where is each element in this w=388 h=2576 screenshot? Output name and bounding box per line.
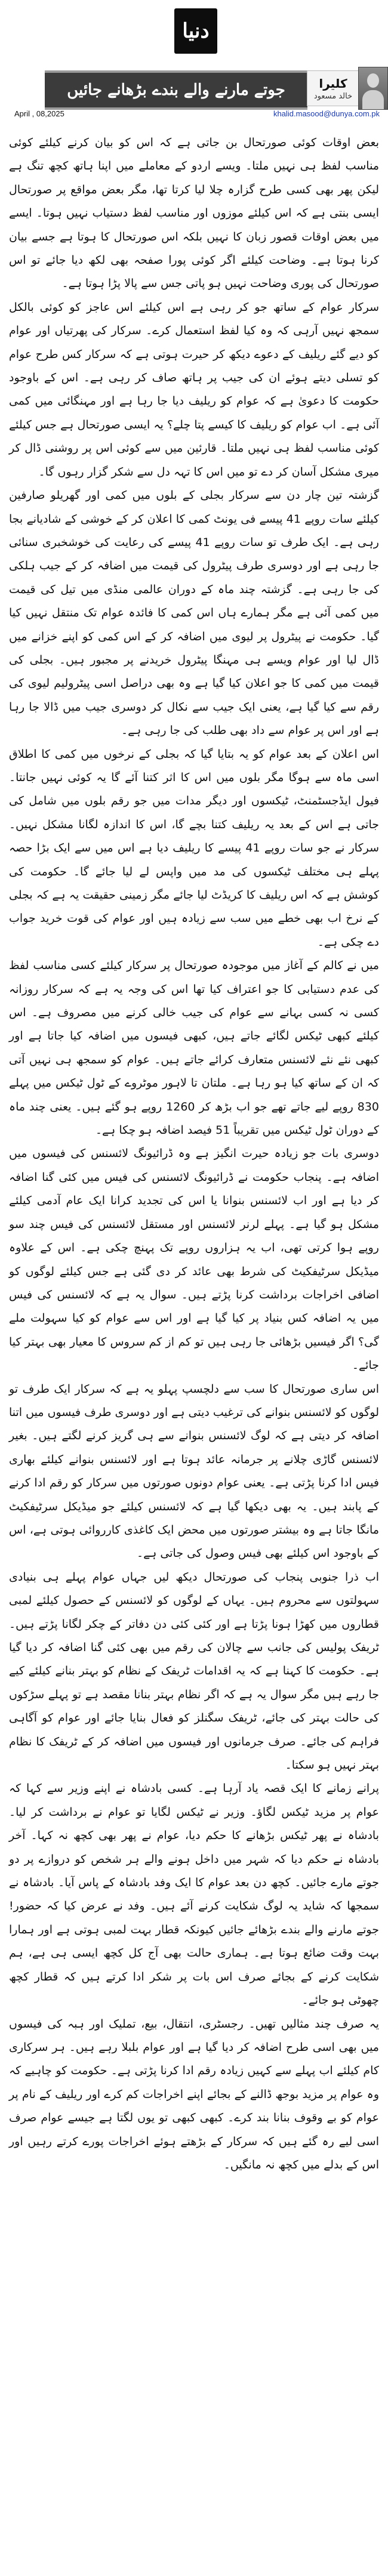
column-name: کلیرا [319,76,347,91]
column-badge [307,70,359,106]
logo-text: دنیا [182,19,210,43]
article-header [0,0,388,125]
author-name: خالد مسعود [313,91,353,101]
author-photo-body [362,90,384,110]
author-photo [358,67,388,110]
paragraph: اب ذرا جنوبی پنجاب کی صورتحال دیکھ لیں جہاں عوام پہلے ہی بنیادی سہولتوں سے محروم ہیں۔ یہاں کے لوگوں کو لائسنس کے حصول کیلئے لمبی قطاروں میں کھڑا ہونا پڑتا ہے اور کئی کئی دن دفاتر کے چکر لگانا پڑتے ہیں۔ ٹریفک پولیس کی جانب سے چالان کی رقم میں بھی کئی گنا اضافہ کر دیا گیا ہے۔ حکومت کا کہنا ہے کہ یہ اقدامات ٹریفک کے نظام کو بہتر بنانے کیلئے کیے جا رہے ہیں مگر سوال یہ ہے کہ اگر نظام بہتر بنانا مقصد ہے تو پہلے سڑکوں کی حالت بہتر کی جائے، ٹریفک سگنلز کو فعال بنایا جائے اور عوام کو آگاہی فراہم کی جائے۔ صرف جرمانوں اور فیسوں میں اضافہ کر کے ٹریفک کا نظام بہتر نہیں ہو سکتا۔ [9,1570,379,1772]
paragraph: سرکار عوام کے ساتھ جو کر رہی ہے اس کیلئے اس عاجز کو کوئی بالکل سمجھ نہیں آرہی کہ وہ کیا لفظ استعمال کرے۔ سرکار کی پھرتیاں اور عوام کو دیے گئے ریلیف کے دعوے دیکھ کر حیرت ہوتی ہے کہ سرکار کس طرح عوام کو تسلی دیتے ہوئے ان کی جیب پر ہاتھ صاف کر رہی ہے۔ اس کے باوجود حکومت کا دعویٰ ہے کہ عوام کو ریلیف دیا جا رہا ہے اور مہنگائی میں کمی آئی ہے۔ اب عوام کو ریلیف کا کیسے پتا چلے؟ یہ ایسی صورتحال ہے جس کیلئے کوئی مناسب لفظ ہی نہیں ملتا۔ قارئین میں سے کوئی اس پر روشنی ڈال کر میری مشکل آسان کر دے تو میں اس کا تہہ دل سے شکر گزار رہوں گا۔ [9,300,379,479]
article-body [9,131,379,2177]
paragraph: گزشتہ تین چار دن سے سرکار بجلی کے بلوں میں کمی اور گھریلو صارفین کیلئے سات روپے 41 پیسے فی یونٹ کمی کا اعلان کر کے خوشی کے شادیانے بجا رہی ہے۔ ایک طرف تو سات روپے 41 پیسے کی رعایت کی خوشخبری سنائی جا رہی ہے اور دوسری طرف پیٹرول کی قیمت میں اضافہ کر کے جیب ہلکی کی جا رہی ہے۔ گزشتہ چند ماہ کے دوران عالمی منڈی میں تیل کی قیمت میں کمی آئی ہے مگر ہمارے ہاں اس کمی کا فائدہ عوام تک منتقل نہیں کیا گیا۔ حکومت نے پیٹرول پر لیوی میں اضافہ کر کے اس کمی کو اپنے خزانے میں ڈال لیا اور عوام ویسے ہی مہنگا پیٹرول خریدنے پر مجبور ہیں۔ بجلی کی قیمت میں کمی کا جو اعلان کیا گیا ہے وہ بھی دراصل اسی پیٹرولیم لیوی کی رقم سے کیا گیا ہے، یعنی ایک جیب سے نکال کر دوسری جیب میں ڈالا جا رہا ہے اور اس پر عوام سے داد بھی طلب کی جا رہی ہے۔ [9,489,379,738]
author-photo-head [367,73,379,88]
article-title: جوتے مارنے والے بندے بڑھانے جائیں [67,81,285,99]
paragraph: پرانے زمانے کا ایک قصہ یاد آرہا ہے۔ کسی بادشاہ نے اپنے وزیر سے کہا کہ عوام پر مزید ٹیکس لگاؤ۔ وزیر نے ٹیکس لگایا تو عوام نے برداشت کر لیا۔ بادشاہ نے پھر ٹیکس بڑھانے کا حکم دیا، عوام نے پھر بھی کچھ نہ کہا۔ آخر بادشاہ نے حکم دیا کہ شہر میں داخل ہونے والے ہر شخص کو دروازے پر دو جوتے مارے جائیں۔ کچھ دن بعد عوام کا ایک وفد بادشاہ کے پاس آیا۔ بادشاہ نے سمجھا کہ شاید یہ لوگ شکایت کرنے آئے ہیں۔ وفد نے عرض کیا کہ حضور! جوتے مارنے والے بندے بڑھائے جائیں کیونکہ قطار بہت لمبی ہوتی ہے اور ہمارا بہت وقت ضائع ہوتا ہے۔ ہماری حالت بھی آج کل کچھ ایسی ہی ہے، ہم شکایت کرنے کے بجائے صرف اس بات پر شکر ادا کرتے ہیں کہ قطار کچھ چھوٹی ہو جائے۔ [9,1782,379,2007]
newspaper-logo [174,8,217,54]
paragraph: اس اعلان کے بعد عوام کو یہ بتایا گیا کہ بجلی کے نرخوں میں کمی کا اطلاق اسی ماہ سے ہوگا مگر بلوں میں اس کا اثر کتنا آئے گا یہ کوئی نہیں جانتا۔ فیول ایڈجسٹمنٹ، ٹیکسوں اور دیگر مدات میں جو رقم بلوں میں شامل کی جاتی ہے اس کے بعد یہ ریلیف کتنا بچے گا، اس کا اندازہ لگانا مشکل نہیں۔ سرکار نے جو سات روپے 41 پیسے کا ریلیف دیا ہے اس میں سے ایک بڑا حصہ پہلے ہی مختلف ٹیکسوں کی مد میں واپس لے لیا جائے گا۔ حکومت کی کوشش ہے کہ اس ریلیف کا کریڈٹ لیا جائے مگر زمینی حقیقت یہ ہے کہ بجلی کے نرخ اب بھی خطے میں سب سے زیادہ ہیں اور عوام کی قوت خرید جواب دے چکی ہے۔ [9,747,379,949]
paragraph: اس ساری صورتحال کا سب سے دلچسپ پہلو یہ ہے کہ سرکار ایک طرف تو لوگوں کو لائسنس بنوانے کی ترغیب دیتی ہے اور دوسری طرف فیسوں میں اتنا اضافہ کر دیتی ہے کہ لوگ لائسنس بنوانے سے ہی گریز کرنے لگتے ہیں۔ بغیر لائسنس گاڑی چلانے پر جرمانہ عائد ہوتا ہے اور لائسنس بنوانے کیلئے بھاری فیس ادا کرنا پڑتی ہے۔ یعنی عوام دونوں صورتوں میں سرکار کو رقم ادا کرنے کے پابند ہیں۔ یہ بھی دیکھا گیا ہے کہ لائسنس کیلئے جو میڈیکل سرٹیفکیٹ مانگا جاتا ہے وہ بیشتر صورتوں میں محض ایک کاغذی کارروائی ہوتی ہے، اس کے باوجود اس کیلئے بھی فیس وصول کی جاتی ہے۔ [9,1382,379,1560]
paragraph: بعض اوقات کوئی صورتحال بن جاتی ہے کہ اس کو بیان کرنے کیلئے کوئی مناسب لفظ ہی نہیں ملتا۔ ویسے اردو کے معاملے میں اپنا ہاتھ کچھ تنگ ہے لیکن پھر بھی کسی طرح گزارہ چلا لیا کرتا تھا، مگر بعض مواقع پر صورتحال ایسی بنتی ہے کہ اس کیلئے موزوں اور مناسب لفظ دستیاب نہیں ہوتا۔ ایسے میں بعض اوقات قصور زبان کا نہیں بلکہ اس صورتحال کا ہوتا ہے جسے بیان کرنا ہوتا ہے۔ وضاحت کیلئے اگر کوئی پورا صفحہ بھی لکھ دیا جائے تو اس صورتحال کی پوری وضاحت نہیں ہو پاتی جس سے پالا پڑا ہوتا ہے۔ [9,136,379,291]
publish-date: April , 08,2025 [14,109,64,118]
paragraph: میں نے کالم کے آغاز میں موجودہ صورتحال پر سرکار کیلئے کسی مناسب لفظ کی عدم دستیابی کا جو اعتراف کیا تھا اس کی وجہ یہ ہے کہ سرکار روزانہ کسی نہ کسی بہانے سے عوام کی جیب خالی کرنے میں مصروف ہے۔ اس کیلئے کبھی ٹیکس لگائے جاتے ہیں، کبھی فیسوں میں اضافہ کیا جاتا ہے اور کبھی نئے نئے لائسنس متعارف کرائے جاتے ہیں۔ عوام کو سمجھ ہی نہیں آتی کہ ان کے ساتھ کیا ہو رہا ہے۔ ملتان تا لاہور موٹروے کے ٹول ٹیکس میں پہلے 830 روپے لیے جاتے تھے جو اب بڑھ کر 1260 روپے ہو گئے ہیں۔ یعنی چند ماہ کے دوران ٹول ٹیکس میں تقریباً 51 فیصد اضافہ ہو چکا ہے۔ [9,959,379,1137]
author-email[interactable]: khalid.masood@dunya.com.pk [273,109,380,118]
title-banner [45,70,307,110]
paragraph: دوسری بات جو زیادہ حیرت انگیز ہے وہ ڈرائیونگ لائسنس کی فیسوں میں اضافہ ہے۔ پنجاب حکومت نے ڈرائیونگ لائسنس کی فیس میں کئی گنا اضافہ کر دیا ہے اور اب لائسنس بنوانا یا اس کی تجدید کرانا ایک عام آدمی کیلئے مشکل ہو گیا ہے۔ پہلے لرنر لائسنس اور مستقل لائسنس کی فیس چند سو روپے ہوا کرتی تھی، اب یہ ہزاروں روپے تک پہنچ چکی ہے۔ اس کے علاوہ میڈیکل سرٹیفکیٹ کی شرط بھی عائد کر دی گئی ہے جس کیلئے لوگوں کو اضافی اخراجات برداشت کرنا پڑتے ہیں۔ سوال یہ ہے کہ لائسنس کی فیس میں یہ اضافہ کس بنیاد پر کیا گیا ہے اور اس سے عوام کو کیا سہولت ملے گی؟ اگر فیسیں بڑھائی جا رہی ہیں تو کم از کم سروس کا معیار بھی بہتر کیا جائے۔ [9,1147,379,1372]
paragraph: یہ صرف چند مثالیں تھیں۔ رجسٹری، انتقال، بیع، تملیک اور ہبہ کی فیسوں میں بھی اسی طرح اضافہ کر دیا گیا ہے اور عوام بلبلا رہے ہیں۔ ہر سرکاری کام کیلئے اب پہلے سے کہیں زیادہ رقم ادا کرنا پڑتی ہے۔ حکومت کو چاہیے کہ وہ عوام پر مزید بوجھ ڈالنے کے بجائے اپنے اخراجات کم کرے اور ریلیف کے نام پر عوام کو بے وقوف بنانا بند کرے۔ کبھی کبھی تو یوں لگتا ہے جیسے عوام صرف اسی لیے رہ گئے ہیں کہ سرکار کے بڑھتے ہوئے اخراجات پورے کرتے رہیں اور اس کے بدلے میں کچھ نہ مانگیں۔ [9,2017,379,2171]
